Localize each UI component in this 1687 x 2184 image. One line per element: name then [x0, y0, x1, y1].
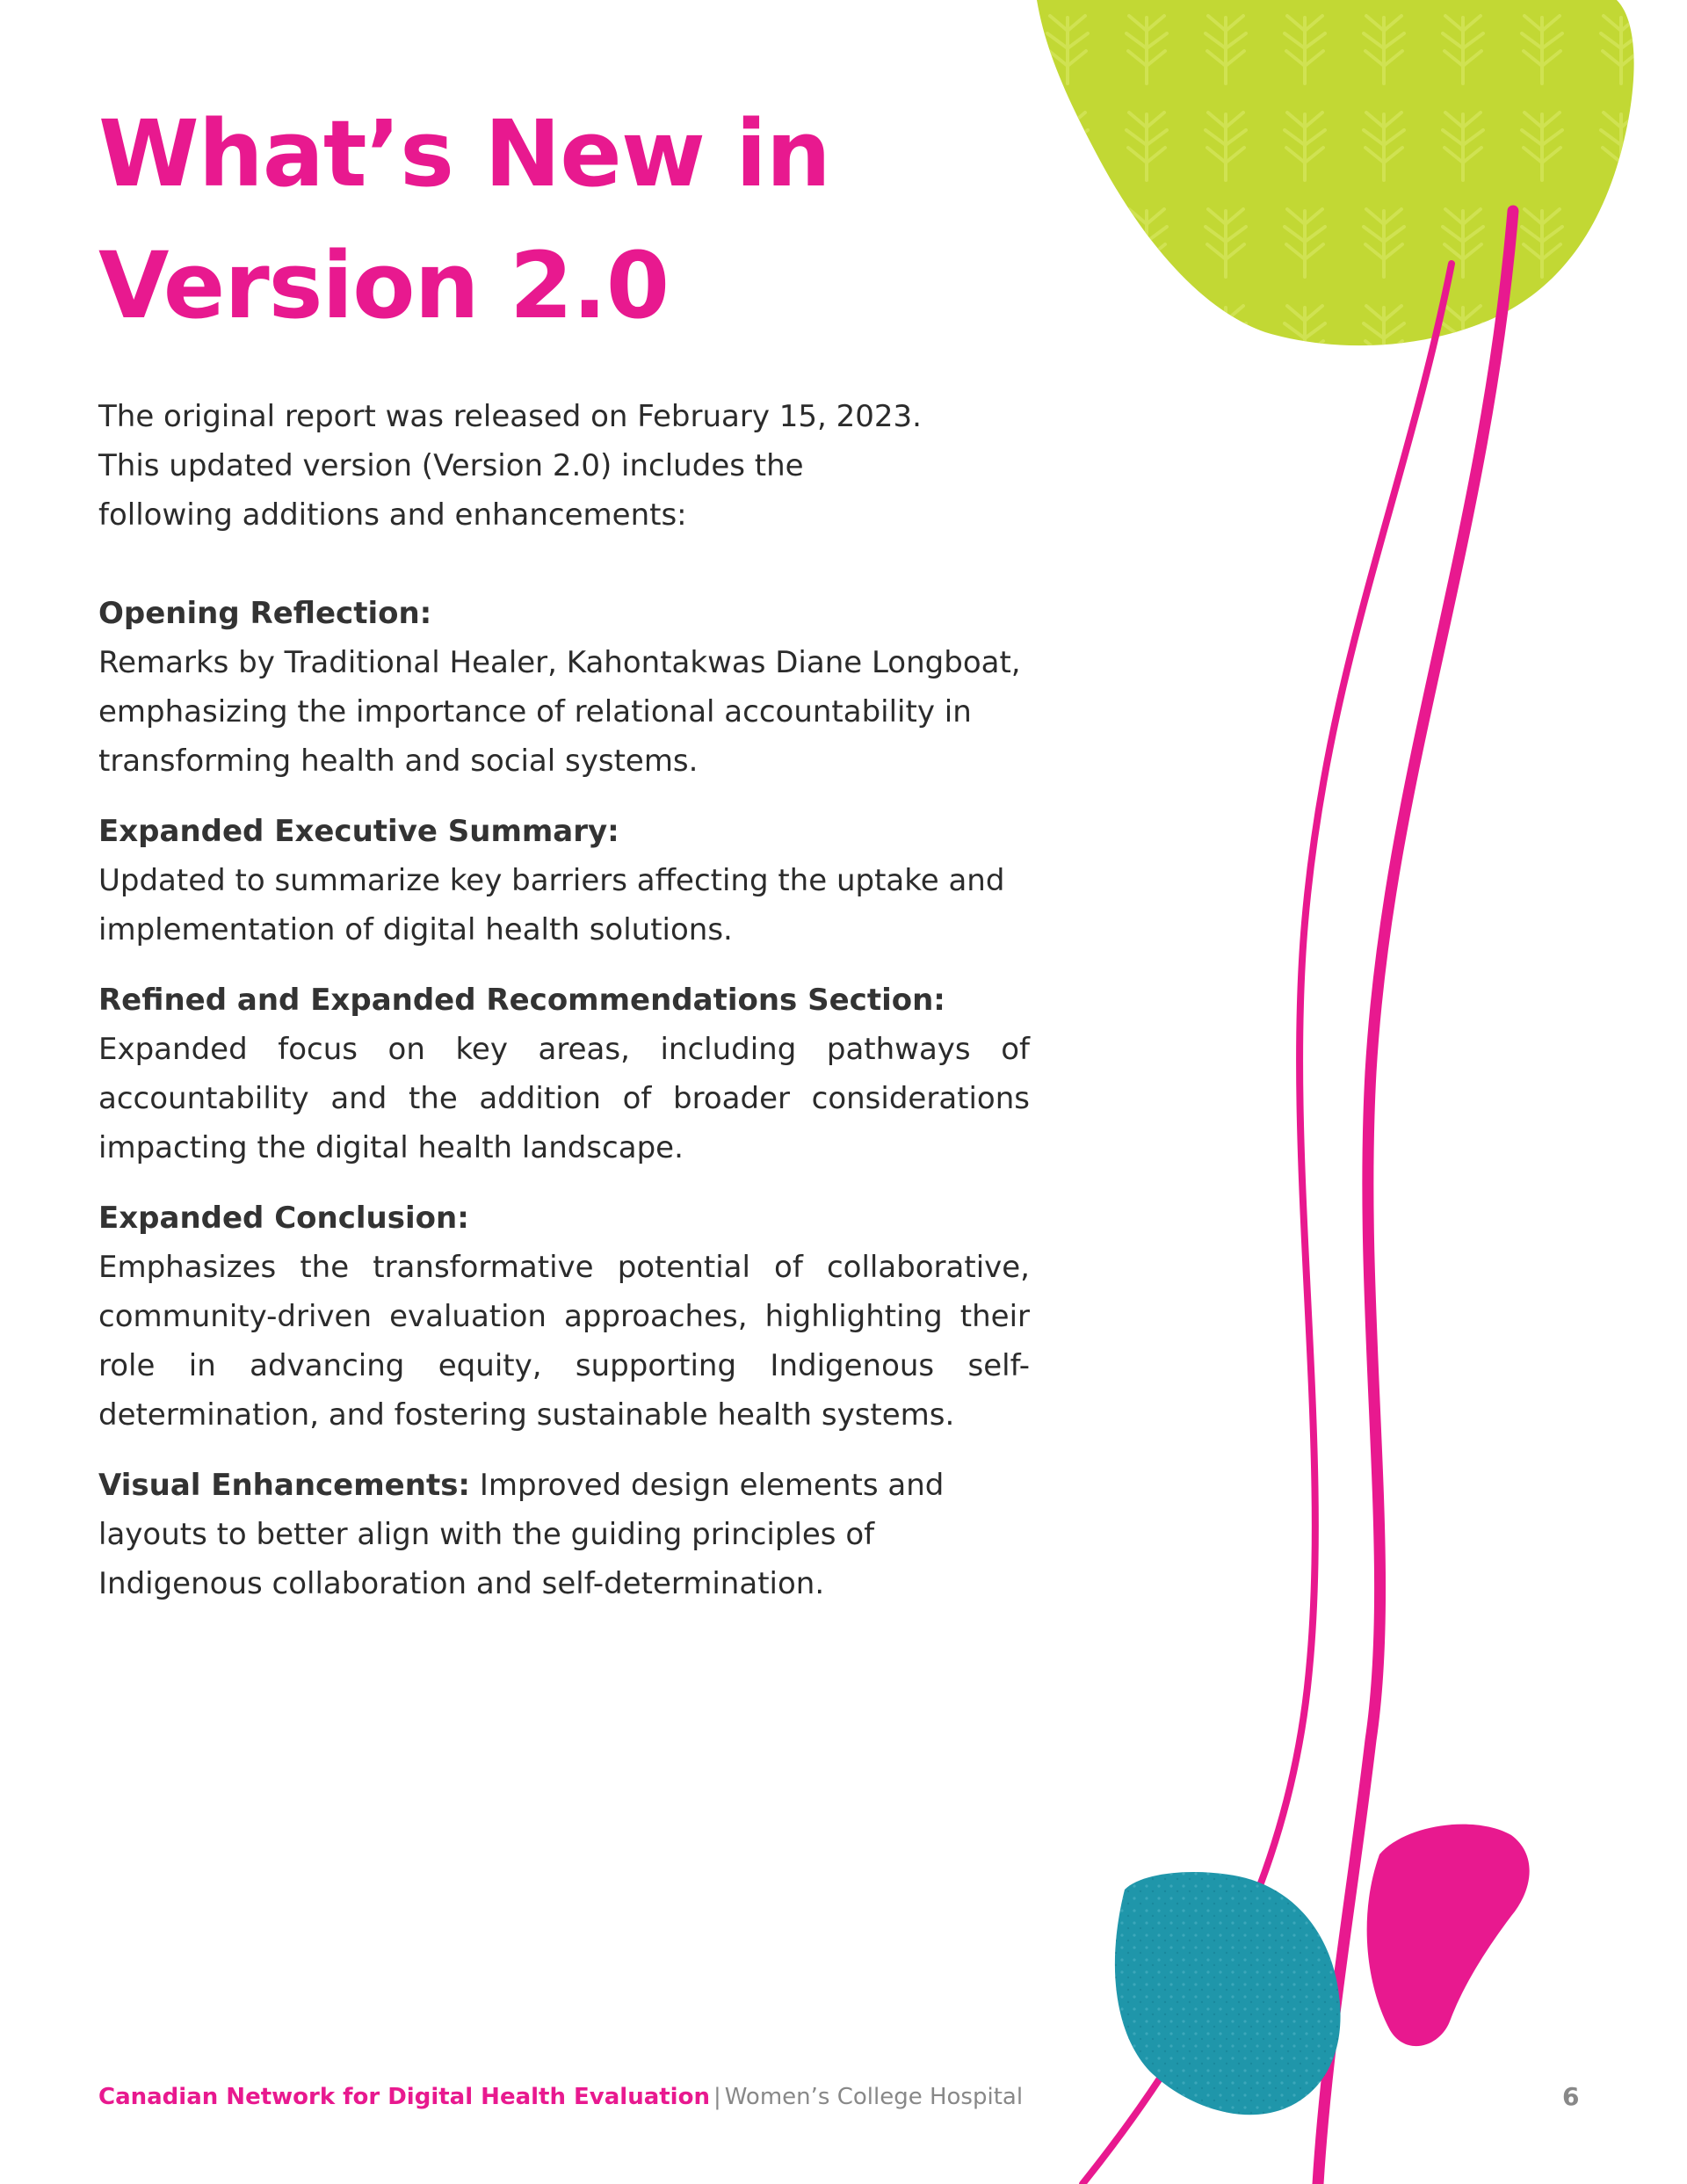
section-recommendations	[98, 976, 1030, 1172]
title-line-1: What’s New in	[98, 100, 830, 207]
intro-paragraph	[98, 392, 1030, 540]
section-body: Improved design elements and layouts to better align with the guiding principles of Indigenous collaboration and self-determination.	[98, 1468, 945, 1601]
section-heading: Visual Enhancements:	[98, 1468, 471, 1503]
section-opening-reflection	[98, 589, 1030, 786]
section-heading: Opening Reflection:	[98, 596, 432, 631]
section-heading: Refined and Expanded Recommendations Section:	[98, 983, 945, 1018]
section-heading: Expanded Executive Summary:	[98, 814, 619, 849]
pink-vine-line	[1082, 264, 1452, 2184]
footer-separator: |	[713, 2084, 721, 2110]
pink-blob-shape	[1367, 1825, 1530, 2046]
intro-line-2: This updated version (Version 2.0) includes the	[98, 448, 804, 483]
section-visual-enhancements	[98, 1461, 1030, 1608]
section-body: Emphasizes the transformative potential of collaborative, community-driven evaluation approaches, highlighting their role in advancing equity, supporting Indigenous self-determination, and fostering sustainable health systems.	[98, 1250, 1030, 1433]
section-body: Updated to summarize key barriers affecting the uptake and implementation of digital health solutions.	[98, 863, 1005, 947]
lime-blob-shape	[1037, 0, 1634, 345]
intro-line-1: The original report was released on February 15, 2023.	[98, 399, 922, 434]
section-heading: Expanded Conclusion:	[98, 1201, 469, 1236]
intro-line-3: following additions and enhancements:	[98, 497, 687, 533]
section-body-inline	[98, 1461, 1030, 1608]
footer	[98, 2079, 1023, 2115]
section-conclusion	[98, 1194, 1030, 1440]
title-line-2: Version 2.0	[98, 232, 670, 339]
footer-organization: Canadian Network for Digital Health Evaluation	[98, 2084, 710, 2110]
page-number: 6	[1562, 2082, 1580, 2111]
section-body: Remarks by Traditional Healer, Kahontakwas Diane Longboat, emphasizing the importance of relational accountability in transforming health and social systems.	[98, 645, 1021, 779]
teal-blob-shape	[1115, 1872, 1341, 2115]
footer-hospital: Women’s College Hospital	[724, 2084, 1024, 2110]
main-content	[98, 392, 1030, 1629]
section-executive-summary	[98, 807, 1030, 954]
page-title	[98, 88, 830, 352]
section-body: Expanded focus on key areas, including pathways of accountability and the addition of broader considerations impacting the digital health landscape.	[98, 1032, 1030, 1165]
pink-vine-line	[1318, 211, 1513, 2184]
